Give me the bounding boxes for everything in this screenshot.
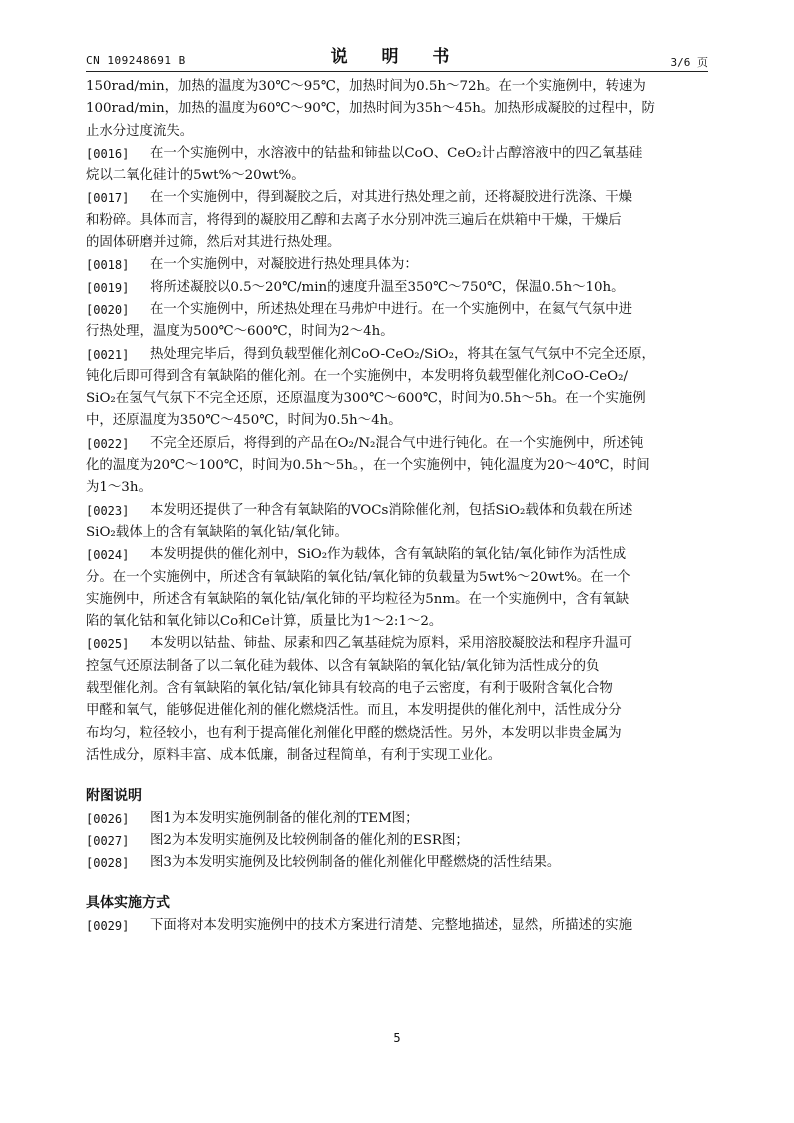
- text-line: 150rad/min，加热的温度为30℃～95℃，加热时间为0.5h～72h。在一个实施例中，转速为: [86, 79, 646, 94]
- document-title: 说 明 书: [330, 47, 464, 67]
- text-line: [86, 723, 708, 745]
- paragraph-text: 的固体研磨并过筛，然后对其进行热处理。: [86, 235, 341, 251]
- text-line: [86, 299, 708, 321]
- paragraph: [86, 633, 708, 767]
- paragraph-text: 实施例中，所述含有氧缺陷的氧化钴/氧化铈的平均粒径为5nm。在一个实施例中，含有氧缺: [86, 591, 630, 607]
- paragraph-text: 活性成分，原料丰富、成本低廉，制备过程简单，有利于实现工业化。: [86, 747, 502, 763]
- text-line: 100rad/min，加热的温度为60℃～90℃，加热时间为35h～45h。加热形成凝胶的过程中，防: [86, 101, 655, 117]
- paragraph-text: SiO₂在氢气气氛下不完全还原，还原温度为300℃～600℃，时间为0.5h～5h。在一个实施例: [86, 391, 646, 407]
- paragraph-text: 中，还原温度为350℃～450℃，时间为0.5h～4h。: [86, 413, 402, 429]
- text-line: [86, 254, 708, 276]
- text-line: [86, 611, 708, 633]
- text-line: [86, 678, 708, 700]
- patent-number: CN 109248691 B: [86, 54, 186, 67]
- paragraph-text: 在一个实施例中，所述热处理在马弗炉中进行。在一个实施例中，在氦气气氛中进: [150, 301, 633, 317]
- text-line: [86, 745, 708, 767]
- paragraph-text: 陷的氧化钴和氧化铈以Co和Ce计算，质量比为1～2:1～2。: [86, 614, 443, 630]
- paragraph-text: 控氢气还原法制备了以二氧化硅为载体、以含有氧缺陷的氧化钴/氧化铈为活性成分的负: [86, 658, 600, 674]
- text-line: [86, 366, 708, 388]
- text-line: [86, 321, 708, 343]
- paragraph-number: [0026]: [86, 811, 130, 826]
- paragraph-text: 下面将对本发明实施例中的技术方案进行清楚、完整地描述，显然，所描述的实施: [150, 917, 633, 933]
- text-line: [86, 232, 708, 254]
- text-line: [86, 656, 708, 678]
- paragraph-text: 图2为本发明实施例及比较例制备的催化剂的ESR图；: [150, 832, 469, 848]
- figure-description: [86, 830, 708, 852]
- paragraph-number: [0025]: [86, 637, 130, 652]
- text-line: [86, 388, 708, 410]
- paragraph: [86, 277, 708, 299]
- paragraph-text: 本发明提供的催化剂中，SiO₂作为载体，含有氧缺陷的氧化钴/氧化铈作为活性成: [150, 547, 627, 563]
- paragraph-text: 布均匀，粒径较小，也有利于提高催化剂催化甲醛的燃烧活性。另外，本发明以非贵金属为: [86, 725, 622, 741]
- paragraph-number: [0018]: [86, 258, 130, 273]
- text-line: [86, 433, 708, 455]
- numbered-paragraphs: [86, 143, 708, 767]
- paragraph: [86, 544, 708, 633]
- paragraph-text: 烷以二氧化硅计的5wt%～20wt%。: [86, 168, 305, 184]
- paragraph-number: [0021]: [86, 347, 130, 362]
- text-line: 止水分过度流失。: [86, 123, 194, 139]
- text-line: [86, 544, 708, 566]
- intro-paragraph: [86, 76, 708, 143]
- figure-paragraphs: [86, 808, 708, 875]
- paragraph-text: 本发明以钴盐、铈盐、尿素和四乙氧基硅烷为原料，采用溶胶凝胶法和程序升温可: [150, 636, 633, 652]
- paragraph: [86, 299, 708, 344]
- text-line: [86, 567, 708, 589]
- paragraph-number: [0027]: [86, 833, 130, 848]
- paragraph-text: 为1～3h。: [86, 480, 152, 496]
- text-line: [86, 477, 708, 499]
- paragraph-text: 热处理完毕后，得到负载型催化剂CoO-CeO₂/SiO₂，将其在氢气气氛中不完全还原，: [150, 346, 655, 362]
- paragraph-text: 化的温度为20℃～100℃，时间为0.5h～5h。，在一个实施例中，钝化温度为20～40℃，时间: [86, 458, 650, 474]
- text-line: [86, 700, 708, 722]
- page-number: 5: [393, 1031, 401, 1045]
- paragraph-number: [0023]: [86, 503, 130, 518]
- paragraph-text: 在一个实施例中，对凝胶进行热处理具体为：: [150, 257, 418, 273]
- paragraph-text: SiO₂载体上的含有氧缺陷的氧化钴/氧化铈。: [86, 524, 348, 540]
- paragraph-text: 不完全还原后，将得到的产品在O₂/N₂混合气中进行钝化。在一个实施例中，所述钝: [150, 435, 644, 451]
- section-heading-embodiment: 具体实施方式: [86, 895, 170, 912]
- text-line: [86, 344, 708, 366]
- paragraph-number: [0024]: [86, 548, 130, 563]
- paragraph-text: 本发明还提供了一种含有氧缺陷的VOCs消除催化剂，包括SiO₂载体和负载在所述: [150, 502, 633, 518]
- figure-description: [86, 808, 708, 830]
- text-line: [86, 210, 708, 232]
- text-line: [86, 589, 708, 611]
- paragraph-number: [0022]: [86, 436, 130, 451]
- paragraph-number: [0028]: [86, 856, 130, 871]
- document-body: [86, 76, 708, 937]
- paragraph-text: 钝化后即可得到含有氧缺陷的催化剂。在一个实施例中，本发明将负载型催化剂CoO-CeO₂/: [86, 368, 628, 384]
- text-line: [86, 522, 708, 544]
- paragraph: [86, 143, 708, 188]
- text-line: [86, 187, 708, 209]
- page-header: [86, 42, 708, 72]
- paragraph-text: 将所述凝胶以0.5～20℃/min的速度升温至350℃～750℃，保温0.5h～10h。: [150, 279, 625, 295]
- paragraph-text: 在一个实施例中，得到凝胶之后，对其进行热处理之前，还将凝胶进行洗涤、干燥: [150, 190, 633, 206]
- header-rule: [86, 71, 708, 72]
- paragraph: [86, 187, 708, 254]
- paragraph-number: [0029]: [86, 918, 130, 933]
- paragraph: [86, 254, 708, 276]
- paragraph-text: 和粉碎。具体而言，将得到的凝胶用乙醇和去离子水分别冲洗三遍后在烘箱中干燥，干燥后: [86, 212, 622, 228]
- paragraph-number: [0019]: [86, 280, 130, 295]
- paragraph: [86, 344, 708, 433]
- text-line: [86, 633, 708, 655]
- paragraph-text: 甲醛和氧气，能够促进催化剂的催化燃烧活性。而且，本发明提供的催化剂中，活性成分分: [86, 703, 622, 719]
- paragraph-number: [0020]: [86, 302, 130, 317]
- text-line: [86, 455, 708, 477]
- figure-description: [86, 852, 708, 874]
- paragraph-0029: [86, 915, 708, 937]
- paragraph-number: [0017]: [86, 191, 130, 206]
- text-line: [86, 277, 708, 299]
- paragraph-text: 载型催化剂。含有氧缺陷的氧化钴/氧化铈具有较高的电子云密度，有利于吸附含氧化合物: [86, 681, 613, 697]
- text-line: [86, 143, 708, 165]
- page-indicator: 3/6 页: [670, 56, 708, 69]
- section-heading-figures: 附图说明: [86, 788, 142, 805]
- paragraph-text: 行热处理，温度为500℃～600℃，时间为2～4h。: [86, 324, 394, 340]
- paragraph-text: 在一个实施例中，水溶液中的钴盐和铈盐以CoO、CeO₂计占醇溶液中的四乙氧基硅: [150, 145, 643, 161]
- paragraph-text: 图3为本发明实施例及比较例制备的催化剂催化甲醛燃烧的活性结果。: [150, 855, 561, 871]
- paragraph-number: [0016]: [86, 146, 130, 161]
- paragraph: [86, 500, 708, 545]
- text-line: [86, 410, 708, 432]
- text-line: [86, 500, 708, 522]
- text-line: [86, 165, 708, 187]
- paragraph: [86, 433, 708, 500]
- paragraph-text: 图1为本发明实施例制备的催化剂的TEM图；: [150, 810, 419, 826]
- paragraph-text: 分。在一个实施例中，所述含有氧缺陷的氧化钴/氧化铈的负载量为5wt%～20wt%。在一个: [86, 569, 631, 585]
